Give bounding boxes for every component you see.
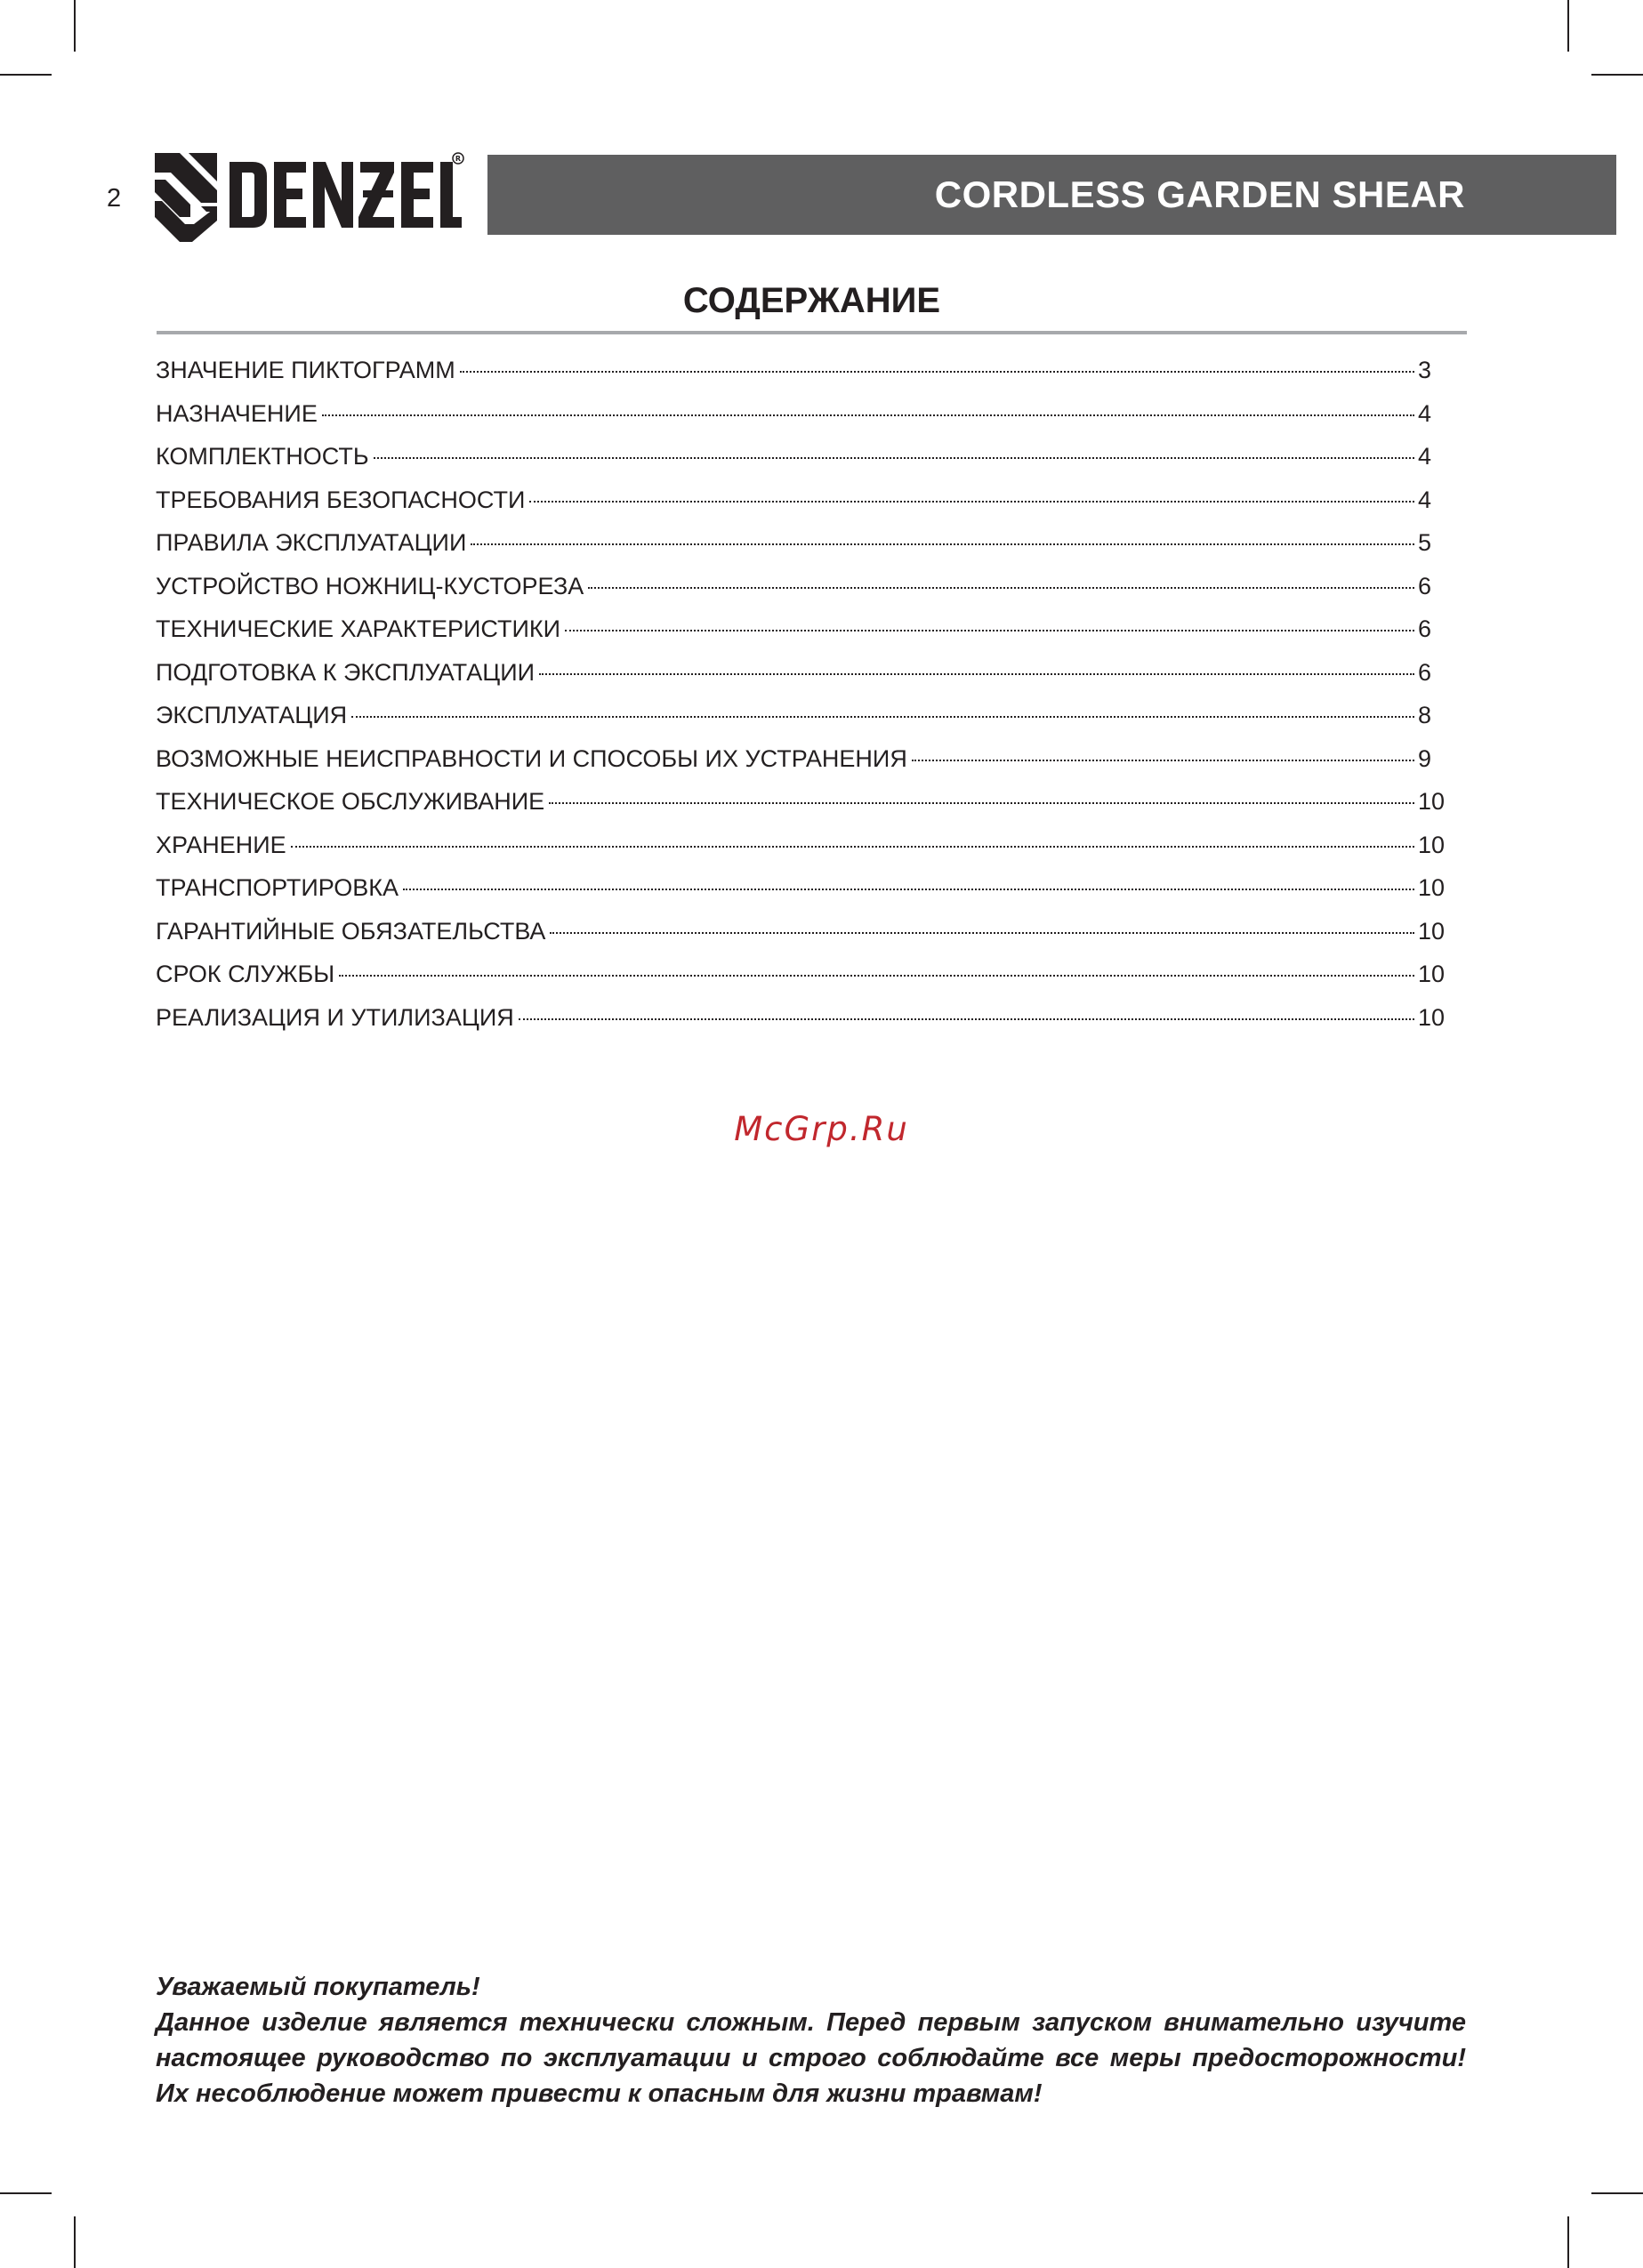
toc-item-page: 3 [1418,357,1432,383]
toc-leader [539,672,1414,675]
toc-leader [460,370,1414,373]
page-number: 2 [107,184,122,213]
crop-mark [1567,2216,1569,2268]
toc-title-rule [157,331,1467,334]
notice-greeting: Уважаемый покупатель! [156,1973,480,2001]
toc-item[interactable] [156,479,1445,522]
toc-item-label: ПРАВИЛА ЭКСПЛУАТАЦИИ [156,529,467,556]
toc-item-label: СРОК СЛУЖБЫ [156,961,335,987]
toc-item[interactable] [156,953,1445,996]
toc-item-page: 6 [1418,658,1432,686]
denzel-logo [153,149,464,247]
logo-wordmark [230,153,463,228]
toc-leader [565,629,1414,631]
logo-emblem-icon [155,153,217,242]
toc-item-label: НАЗНАЧЕНИЕ [156,399,318,427]
toc-item-page: 5 [1418,529,1432,556]
crop-mark [1567,0,1569,52]
header-title: CORDLESS GARDEN SHEAR [934,173,1465,215]
toc-item-page: 10 [1417,874,1445,901]
toc-item-page: 8 [1418,702,1432,728]
toc-item-label: КОМПЛЕКТНОСТЬ [156,443,369,470]
toc-leader [519,1017,1414,1020]
toc-item-label: ЭКСПЛУАТАЦИЯ [156,702,348,728]
toc-item[interactable] [156,521,1445,565]
toc-item-label: ПОДГОТОВКА К ЭКСПЛУАТАЦИИ [156,658,536,686]
toc-item[interactable] [156,866,1445,910]
toc-item-label: ВОЗМОЖНЫЕ НЕИСПРАВНОСТИ И СПОСОБЫ ИХ УСТРАНЕНИЯ [156,744,907,772]
toc-item-page: 9 [1418,744,1432,772]
toc-item[interactable] [156,694,1445,737]
toc-item-page: 4 [1418,399,1432,427]
toc-item-label: ТРЕБОВАНИЯ БЕЗОПАСНОСТИ [156,486,526,513]
toc-leader [403,888,1414,890]
toc-item[interactable] [156,435,1445,479]
toc-title: СОДЕРЖАНИЕ [682,281,941,320]
toc-item[interactable] [156,737,1445,781]
toc-item[interactable] [156,607,1445,651]
toc-item[interactable] [156,392,1445,436]
toc-item-label: ХРАНЕНИЕ [156,831,286,858]
toc-leader [549,801,1414,804]
notice-body: Данное изделие является технически сложным. Перед первым запуском внимательно изучите настоящее руководство по эксплуатации и строго соблюдайте все меры предосторожности! Их несоблюдение может привести к опасным для жизни травмам! [156,2008,1466,2108]
toc-item-page: 4 [1418,443,1432,470]
toc-leader [291,845,1414,848]
toc-item-page: 6 [1418,572,1432,599]
crop-mark [74,2216,76,2268]
toc-leader [550,931,1414,934]
toc-item-page: 10 [1417,831,1445,858]
toc-item-page: 6 [1418,615,1432,642]
toc-leader [588,586,1414,589]
toc-leader [471,543,1414,545]
toc-leader [351,715,1414,718]
toc-item[interactable] [156,824,1445,867]
toc-item-label: ТРАНСПОРТИРОВКА [156,874,399,901]
toc-item-label: РЕАЛИЗАЦИЯ И УТИЛИЗАЦИЯ [156,1003,514,1031]
toc-item-label: ТЕХНИЧЕСКОЕ ОБСЛУЖИВАНИЕ [156,788,545,815]
toc-item-page: 10 [1417,961,1445,987]
toc-item-label: УСТРОЙСТВО НОЖНИЦ-КУСТОРЕЗА [156,572,584,599]
crop-mark [0,74,52,76]
toc-item-label: ГАРАНТИЙНЫЕ ОБЯЗАТЕЛЬСТВА [156,917,546,945]
crop-mark [74,0,76,52]
toc-list [156,349,1445,1039]
crop-mark [1591,2192,1643,2194]
toc-item-page: 4 [1418,486,1432,513]
toc-item[interactable] [156,910,1445,953]
customer-notice [156,1969,1466,2111]
toc-item[interactable] [156,349,1445,392]
toc-leader [912,759,1414,761]
toc-item-page: 10 [1417,917,1445,945]
watermark: McGrp.Ru [734,1110,909,1148]
header-band [487,155,1616,235]
toc-leader [322,414,1414,416]
toc-item-page: 10 [1417,1003,1445,1031]
toc-item-label: ЗНАЧЕНИЕ ПИКТОГРАММ [156,357,455,383]
toc-item[interactable] [156,651,1445,695]
toc-leader [339,974,1414,977]
toc-leader [529,500,1414,503]
toc-item-page: 10 [1417,788,1445,815]
toc-item[interactable] [156,996,1445,1040]
crop-mark [0,2192,52,2194]
toc-leader [374,456,1414,459]
toc-item-label: ТЕХНИЧЕСКИЕ ХАРАКТЕРИСТИКИ [156,615,561,642]
svg-text:R: R [455,155,462,163]
crop-mark [1591,74,1643,76]
toc-item[interactable] [156,780,1445,824]
toc-item[interactable] [156,565,1445,608]
